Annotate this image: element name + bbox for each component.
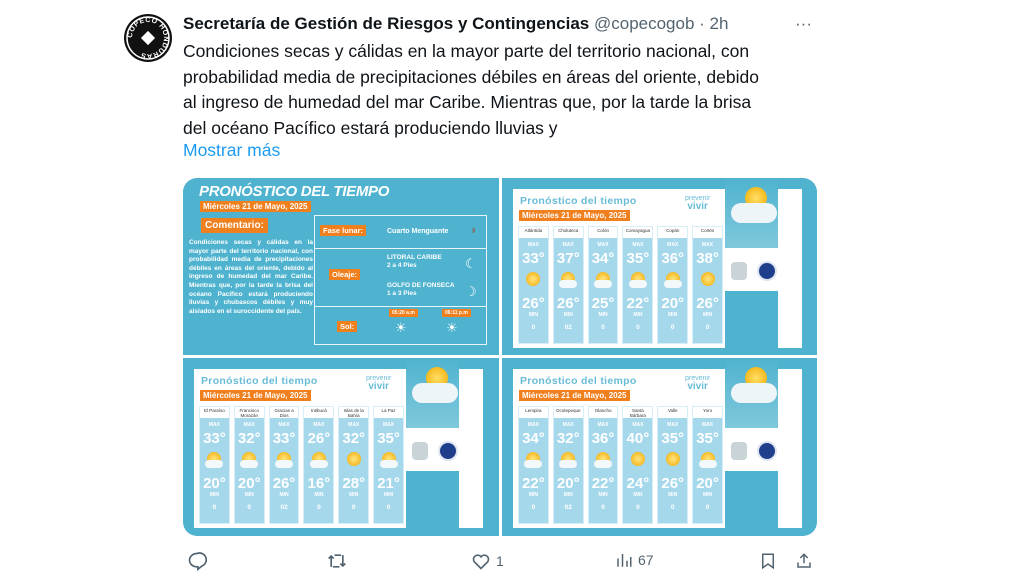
like-button[interactable] bbox=[471, 551, 504, 571]
timestamp[interactable]: · 2h bbox=[699, 14, 729, 33]
brand-top: prevenir bbox=[366, 375, 392, 382]
city-name: Lempira bbox=[519, 407, 548, 418]
min-temp: 25° bbox=[591, 295, 615, 312]
rain-value: 0 bbox=[531, 504, 536, 511]
min-temp: 24° bbox=[626, 475, 650, 492]
bookmark-button[interactable] bbox=[759, 551, 777, 571]
max-temp: 33° bbox=[272, 430, 296, 447]
rain-value: 0 bbox=[212, 504, 217, 511]
city-name: Choluteca bbox=[554, 227, 583, 238]
city-name: Atlántida bbox=[519, 227, 548, 238]
min-label: MIN bbox=[314, 492, 324, 498]
rain-value: 0 bbox=[386, 504, 391, 511]
sun-icon bbox=[699, 271, 717, 289]
forecast-column bbox=[588, 226, 619, 344]
city-name: Gracias a Dios bbox=[270, 407, 299, 418]
moon-label: Fase lunar: bbox=[320, 225, 366, 236]
author-name[interactable]: Secretaría de Gestión de Riesgos y Contingencias bbox=[183, 14, 590, 33]
min-temp: 26° bbox=[556, 295, 580, 312]
summary-date: Miércoles 21 de Mayo, 2025 bbox=[200, 201, 311, 212]
city-name: Intibucá bbox=[304, 407, 333, 418]
logos bbox=[731, 261, 777, 281]
min-label: MIN bbox=[528, 312, 538, 318]
forecast-card bbox=[513, 369, 802, 528]
max-temp: 36° bbox=[591, 430, 615, 447]
wave2-value: 1 a 3 Pies bbox=[387, 290, 417, 297]
sunrise-time: 05:20 a.m bbox=[389, 309, 418, 317]
max-temp: 37° bbox=[556, 250, 580, 267]
media-grid bbox=[183, 178, 817, 536]
forecast-column bbox=[234, 406, 265, 524]
max-temp: 35° bbox=[626, 250, 650, 267]
text-line: probabilidad media de precipitaciones débiles en áreas del oriente, debido bbox=[183, 66, 759, 87]
brand-logo bbox=[685, 195, 710, 211]
forecast-column bbox=[553, 406, 584, 524]
forecast-column bbox=[373, 406, 404, 524]
partly-cloudy-icon bbox=[559, 451, 577, 469]
forecast-image-2[interactable] bbox=[183, 358, 499, 536]
copeco-logo bbox=[757, 261, 777, 281]
partly-cloudy-icon bbox=[699, 451, 717, 469]
rain-value: 0 bbox=[636, 324, 640, 331]
brand-top: prevenir bbox=[685, 195, 711, 202]
moon-value: Cuarto Menguante bbox=[387, 228, 449, 235]
partly-cloudy-icon bbox=[240, 451, 258, 469]
max-label: MAX bbox=[632, 422, 644, 428]
min-temp: 20° bbox=[203, 475, 226, 492]
more-options-icon[interactable]: ··· bbox=[795, 14, 812, 33]
tweet-header bbox=[183, 14, 728, 34]
rain-value: 0 bbox=[670, 324, 675, 331]
brand-top: prevenir bbox=[685, 375, 711, 382]
brand-bottom: vivir bbox=[687, 201, 708, 212]
view-count: 67 bbox=[638, 552, 654, 568]
min-temp: 22° bbox=[591, 475, 615, 492]
city-name: Comayagua bbox=[623, 227, 652, 238]
forecast-column bbox=[199, 406, 230, 524]
copeco-logo bbox=[124, 14, 172, 62]
sun-label: Sol: bbox=[337, 321, 357, 332]
repost-button[interactable] bbox=[326, 551, 348, 571]
partly-cloudy-icon bbox=[594, 451, 612, 469]
city-name: Olancho bbox=[589, 407, 618, 418]
forecast-column bbox=[622, 226, 653, 344]
summary-image[interactable] bbox=[183, 178, 499, 355]
max-temp: 38° bbox=[696, 250, 719, 267]
city-name: Francisco Morazán bbox=[235, 407, 264, 418]
min-label: MIN bbox=[633, 312, 643, 318]
max-label: MAX bbox=[667, 242, 679, 248]
partly-cloudy-icon bbox=[310, 451, 328, 469]
share-button[interactable] bbox=[795, 551, 813, 571]
max-label: MAX bbox=[527, 422, 539, 428]
forecast-title: Pronóstico del tiempo bbox=[520, 195, 637, 207]
partly-cloudy-icon bbox=[559, 271, 577, 289]
repost-icon bbox=[326, 551, 348, 571]
min-label: MIN bbox=[668, 312, 678, 318]
rain-value: 0 bbox=[601, 504, 605, 511]
max-label: MAX bbox=[597, 242, 609, 248]
forecast-column bbox=[553, 226, 584, 344]
min-temp: 28° bbox=[342, 475, 366, 492]
partly-cloudy-icon bbox=[664, 271, 682, 289]
government-logo bbox=[731, 442, 747, 460]
rain-value: 0 bbox=[670, 504, 675, 511]
copeco-logo bbox=[438, 441, 458, 461]
cloud-icon bbox=[412, 383, 458, 403]
forecast-column bbox=[518, 406, 549, 524]
comment-label: Comentario: bbox=[201, 218, 268, 233]
share-icon bbox=[795, 551, 813, 571]
rain-value: 0 bbox=[636, 504, 640, 511]
rain-value: 0 bbox=[317, 504, 321, 511]
min-label: MIN bbox=[244, 492, 254, 498]
max-label: MAX bbox=[562, 242, 574, 248]
forecast-date: Miércoles 21 de Mayo, 2025 bbox=[200, 390, 311, 401]
max-temp: 40° bbox=[626, 430, 650, 447]
rain-value: 0 bbox=[601, 324, 605, 331]
rain-value: 02 bbox=[280, 504, 288, 511]
wave2-name: GOLFO DE FONSECA bbox=[387, 282, 455, 289]
comment-text: Condiciones secas y cálidas en la mayor parte del territorio nacional, con probabilidad media de precipitaciones débiles en áreas del oriente, debido al ingreso de humedad del mar Caribe. Mientras que, por la tarde la brisa del océano Pacífico estará produciendo lluvias y chubascos débiles y muy aislados en el suroccidente del país. bbox=[189, 239, 313, 315]
max-label: MAX bbox=[313, 422, 325, 428]
wave-icon: ☾ bbox=[465, 256, 477, 271]
sun-icon bbox=[345, 451, 363, 469]
reply-button[interactable] bbox=[187, 551, 207, 571]
brand-logo bbox=[366, 375, 391, 391]
forecast-column bbox=[303, 406, 334, 524]
min-temp: 20° bbox=[237, 475, 261, 492]
forecast-title: Pronóstico del tiempo bbox=[201, 375, 318, 387]
max-label: MAX bbox=[701, 422, 714, 428]
sunset-icon: ☀ bbox=[446, 320, 458, 335]
rain-value: 0 bbox=[705, 324, 710, 331]
logos bbox=[412, 441, 458, 461]
wave1-value: 2 a 4 Pies bbox=[387, 262, 417, 269]
avatar-text: COPECO HONDURAS bbox=[126, 16, 170, 60]
text-line: al ingreso de humedad del mar Caribe. Mientras que, por la tarde la brisa bbox=[183, 92, 752, 112]
max-label: MAX bbox=[667, 422, 679, 428]
partly-cloudy-icon bbox=[205, 451, 223, 469]
min-label: MIN bbox=[702, 312, 713, 318]
forecast-column bbox=[338, 406, 369, 524]
max-label: MAX bbox=[348, 422, 360, 428]
like-count: 1 bbox=[496, 553, 504, 569]
rain-value: 0 bbox=[351, 504, 356, 511]
city-name: Valle bbox=[658, 407, 687, 418]
forecast-column bbox=[692, 406, 723, 524]
logos bbox=[731, 441, 777, 461]
partly-cloudy-icon bbox=[629, 271, 647, 289]
forecast-column bbox=[269, 406, 300, 524]
min-label: MIN bbox=[563, 492, 573, 498]
government-logo bbox=[412, 442, 428, 460]
max-temp: 33° bbox=[203, 430, 226, 447]
sunset-time: 06:11 p.m bbox=[442, 309, 471, 317]
min-temp: 26° bbox=[522, 295, 545, 312]
rain-value: 0 bbox=[705, 504, 710, 511]
min-temp: 20° bbox=[556, 475, 580, 492]
max-label: MAX bbox=[382, 422, 395, 428]
min-label: MIN bbox=[633, 492, 643, 498]
city-name: Colón bbox=[589, 227, 618, 238]
city-name: Copán bbox=[658, 227, 687, 238]
sunrise-icon: ☀ bbox=[395, 320, 407, 335]
min-temp: 22° bbox=[522, 475, 545, 492]
forecast-column bbox=[657, 226, 688, 344]
min-label: MIN bbox=[598, 312, 608, 318]
waves-label: Oleaje: bbox=[329, 269, 360, 280]
reply-icon bbox=[187, 551, 207, 571]
max-label: MAX bbox=[562, 422, 574, 428]
max-label: MAX bbox=[701, 242, 714, 248]
rain-value: 0 bbox=[531, 324, 536, 331]
max-label: MAX bbox=[208, 422, 220, 428]
forecast-image-1[interactable] bbox=[502, 178, 817, 355]
forecast-column bbox=[622, 406, 653, 524]
forecast-date: Miércoles 21 de Mayo, 2025 bbox=[519, 390, 630, 401]
wave-icon: ☽ bbox=[465, 284, 477, 299]
max-temp: 36° bbox=[661, 250, 685, 267]
sun-icon bbox=[524, 271, 542, 289]
wave1-name: LITORAL CARIBE bbox=[387, 254, 442, 261]
heart-icon bbox=[471, 551, 491, 571]
min-label: MIN bbox=[279, 492, 289, 498]
max-temp: 32° bbox=[342, 430, 366, 447]
partly-cloudy-icon bbox=[380, 451, 398, 469]
max-temp: 34° bbox=[522, 430, 545, 447]
min-temp: 22° bbox=[626, 295, 650, 312]
min-label: MIN bbox=[209, 492, 219, 498]
forecast-column bbox=[657, 406, 688, 524]
max-temp: 35° bbox=[377, 430, 400, 447]
forecast-column bbox=[518, 226, 549, 344]
forecast-column bbox=[692, 226, 723, 344]
max-label: MAX bbox=[632, 242, 644, 248]
city-name: Santa Bárbara bbox=[623, 407, 652, 418]
forecast-image-3[interactable] bbox=[502, 358, 817, 536]
city-name: Cortés bbox=[693, 227, 722, 238]
min-temp: 20° bbox=[696, 475, 719, 492]
max-temp: 26° bbox=[307, 430, 331, 447]
forecast-columns bbox=[518, 406, 723, 524]
brand-logo bbox=[685, 375, 710, 391]
min-temp: 26° bbox=[272, 475, 296, 492]
views-button[interactable] bbox=[615, 551, 654, 569]
city-name: El Paraíso bbox=[200, 407, 229, 418]
min-temp: 26° bbox=[696, 295, 719, 312]
text-line: del océano Pacífico estará produciendo lluvias y bbox=[183, 117, 558, 138]
text-line: Condiciones secas y cálidas en la mayor parte del territorio nacional, con bbox=[183, 41, 750, 61]
forecast-card bbox=[194, 369, 483, 528]
sun-icon bbox=[664, 451, 682, 469]
max-temp: 35° bbox=[661, 430, 685, 447]
partly-cloudy-icon bbox=[524, 451, 542, 469]
author-handle[interactable]: @copecogob bbox=[593, 14, 695, 33]
partly-cloudy-icon bbox=[594, 271, 612, 289]
views-icon bbox=[615, 551, 633, 569]
min-temp: 26° bbox=[661, 475, 685, 492]
max-temp: 32° bbox=[237, 430, 261, 447]
copeco-logo bbox=[757, 441, 777, 461]
show-more-link[interactable]: Mostrar más bbox=[183, 140, 281, 160]
rain-value: 0 bbox=[247, 504, 252, 511]
city-name: Ocotepeque bbox=[554, 407, 583, 418]
min-label: MIN bbox=[702, 492, 713, 498]
max-label: MAX bbox=[597, 422, 609, 428]
cloud-icon bbox=[731, 383, 777, 403]
forecast-date: Miércoles 21 de Mayo, 2025 bbox=[519, 210, 630, 221]
forecast-column bbox=[588, 406, 619, 524]
brand-bottom: vivir bbox=[368, 381, 389, 392]
government-logo bbox=[731, 262, 747, 280]
city-name: Islas de la Bahía bbox=[339, 407, 368, 418]
max-temp: 35° bbox=[696, 430, 719, 447]
summary-title: PRONÓSTICO DEL TIEMPO bbox=[199, 183, 390, 200]
forecast-title: Pronóstico del tiempo bbox=[520, 375, 637, 387]
brand-bottom: vivir bbox=[687, 381, 708, 392]
max-label: MAX bbox=[278, 422, 290, 428]
min-label: MIN bbox=[563, 312, 573, 318]
city-name: Yoro bbox=[693, 407, 722, 418]
cloud-icon bbox=[731, 203, 777, 223]
min-label: MIN bbox=[668, 492, 678, 498]
bookmark-icon bbox=[759, 551, 777, 571]
min-temp: 16° bbox=[307, 475, 331, 492]
city-name: La Paz bbox=[374, 407, 403, 418]
sun-icon bbox=[629, 451, 647, 469]
partly-cloudy-icon bbox=[275, 451, 293, 469]
moon-phase-icon: ◗ bbox=[470, 222, 478, 237]
min-temp: 21° bbox=[377, 475, 400, 492]
forecast-columns bbox=[518, 226, 723, 344]
action-bar bbox=[183, 551, 823, 575]
max-label: MAX bbox=[527, 242, 539, 248]
forecast-columns bbox=[199, 406, 404, 524]
forecast-card bbox=[513, 189, 802, 348]
max-label: MAX bbox=[243, 422, 255, 428]
max-temp: 32° bbox=[556, 430, 580, 447]
rain-value: 02 bbox=[564, 504, 572, 511]
min-label: MIN bbox=[528, 492, 538, 498]
max-temp: 34° bbox=[591, 250, 615, 267]
min-label: MIN bbox=[598, 492, 608, 498]
min-temp: 20° bbox=[661, 295, 685, 312]
max-temp: 33° bbox=[522, 250, 545, 267]
min-label: MIN bbox=[383, 492, 394, 498]
min-label: MIN bbox=[349, 492, 359, 498]
tweet-text bbox=[183, 39, 823, 141]
conditions-box bbox=[314, 215, 487, 345]
rain-value: 02 bbox=[564, 324, 572, 331]
avatar[interactable] bbox=[124, 14, 172, 62]
